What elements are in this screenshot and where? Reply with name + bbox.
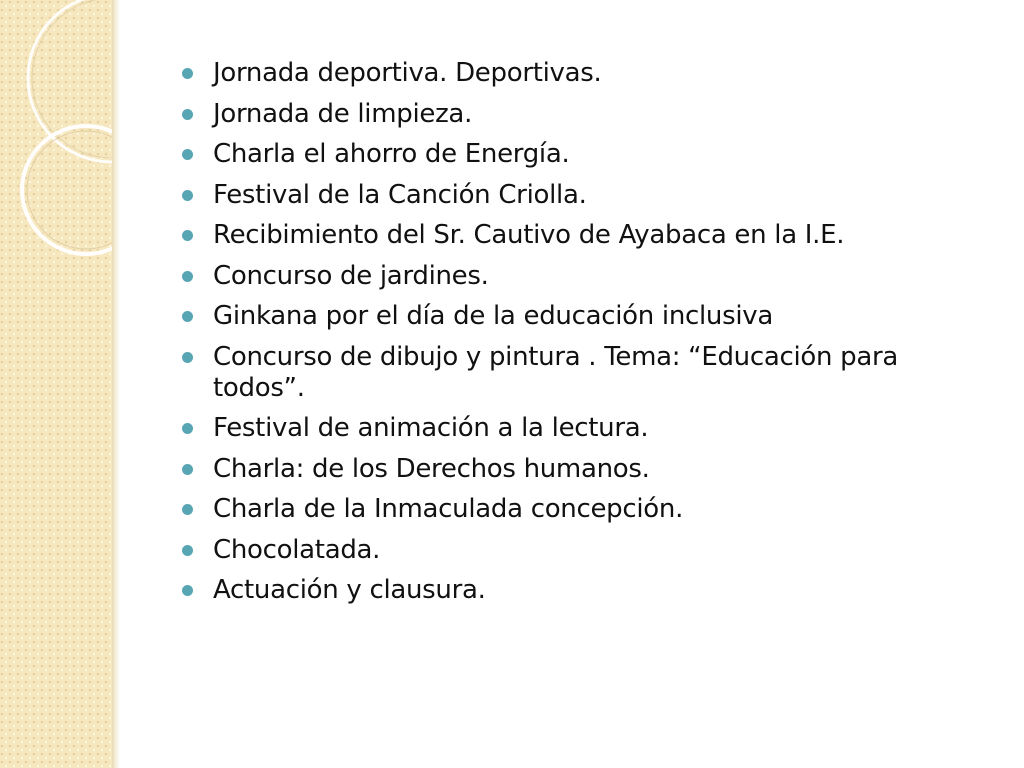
list-item-text: Concurso de jardines.: [213, 260, 489, 291]
bullet-icon: [182, 585, 193, 596]
list-item: [176, 180, 976, 211]
list-item-text: Jornada deportiva. Deportivas.: [213, 58, 602, 88]
list-item: [176, 342, 976, 404]
list-item: [176, 301, 976, 332]
side-band-edge: [112, 0, 120, 768]
bullet-icon: [182, 230, 193, 241]
bullet-icon: [182, 190, 193, 201]
list-item-text: Charla: de los Derechos humanos.: [213, 453, 650, 484]
list-item-text: Jornada de limpieza.: [213, 98, 473, 129]
bullet-icon: [182, 149, 193, 160]
list-item: [176, 535, 976, 566]
list-item: [176, 99, 976, 130]
list-item: [176, 139, 976, 170]
bullet-icon: [182, 68, 193, 79]
list-item: [176, 454, 976, 485]
bullet-icon: [182, 311, 193, 322]
bullet-icon: [182, 271, 193, 282]
list-item-text: Charla el ahorro de Energía.: [213, 139, 570, 169]
bullet-icon: [182, 352, 193, 363]
list-item-text: Festival de la Canción Criolla.: [213, 179, 587, 210]
list-item: [176, 58, 976, 89]
bullet-icon: [182, 464, 193, 475]
list-item: [176, 575, 976, 606]
list-item-text: Chocolatada.: [213, 534, 381, 565]
list-item: [176, 261, 976, 292]
list-item: [176, 220, 976, 251]
list-item-text: Ginkana por el día de la educación inclusiva: [213, 301, 773, 331]
bullet-icon: [182, 109, 193, 120]
activity-list: [176, 58, 976, 606]
list-item: [176, 413, 976, 444]
bullet-icon: [182, 504, 193, 515]
list-item-text: Charla de la Inmaculada concepción.: [213, 494, 684, 524]
slide-content: [176, 58, 976, 616]
list-item-text: Concurso de dibujo y pintura . Tema: “Educación para todos”.: [213, 341, 899, 403]
list-item-text: Festival de animación a la lectura.: [213, 413, 649, 443]
decorative-side-band: [0, 0, 112, 768]
bullet-icon: [182, 545, 193, 556]
list-item-text: Recibimiento del Sr. Cautivo de Ayabaca en la I.E.: [213, 220, 845, 250]
decorative-rings: [0, 0, 112, 768]
list-item: [176, 494, 976, 525]
bullet-icon: [182, 423, 193, 434]
list-item-text: Actuación y clausura.: [213, 575, 486, 605]
